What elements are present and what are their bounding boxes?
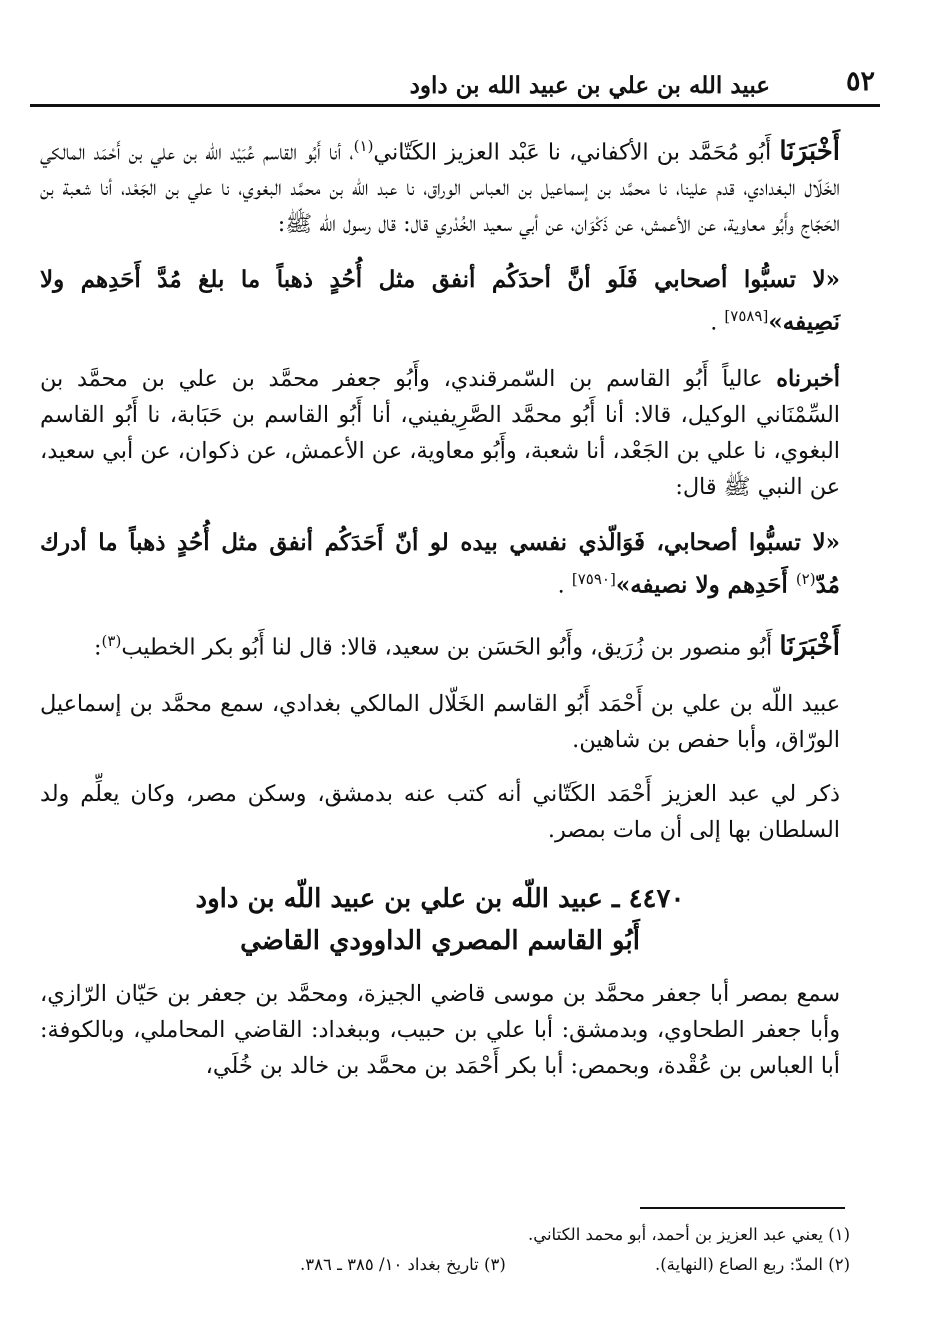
paragraph-text: ، أنا أَبُو القاسم عُبَيْد اللّه بن علي بن أَحْمَد المالكي الخَلّال البغدادي، قدم علينا، نا محمَّد بن إسماعيل بن العباس الوراق، نا عبد اللّه بن محمَّد البغوي، نا علي بن الجَعْد، أنا شعبة بن الحَجّاج وأَبُو معاوية، عن الأعمش، عن ذَكْوَان، عن أبي سعيد الخُدْري قال: قال رسول الله ﷺ: <box>40 139 840 238</box>
hadith-text: «لا تسبُّوا أصحابي فَلَو أنَّ أحدَكُم أنفق مثل أُحُدٍ ذهباً ما بلغ مُدَّ أَحَدِهم ولا نَصِيفه» <box>40 266 840 336</box>
entry-title-line-2: أَبُو القاسم المصري الداوودي القاضي <box>240 925 640 956</box>
footnote-ref[interactable]: (٢) <box>795 569 816 588</box>
paragraph-text: أَبُو مُحَمَّد بن الأكفاني، نا عَبْد العزيز الكَتّاني <box>373 139 780 166</box>
page-header <box>30 64 880 104</box>
footnote-ref[interactable]: (٣) <box>101 632 122 651</box>
entry-heading <box>40 878 840 962</box>
paragraph-text: أَبُو منصور بن زُرَيق، وأَبُو الحَسَن بن سعيد، قالا: قال لنا أَبُو بكر الخطيب <box>121 634 780 661</box>
paragraph-1 <box>40 128 840 242</box>
hadith-tail: . <box>710 309 718 336</box>
footnote-3: (٣) تاريخ بغداد ١٠/ ٣٨٥ ـ ٣٨٦. <box>300 1255 506 1274</box>
footnote-2: (٢) المدّ: ربع الصاع (النهاية). <box>654 1255 850 1274</box>
paragraph-text: عبيد اللّه بن علي بن أَحْمَد أَبُو القاسم الخَلّال المالكي بغدادي، سمع محمَّد بن إسماعيل الورّاق، وأبا حفص بن شاهين. <box>40 690 840 753</box>
footnote-1: (١) يعني عبد العزيز بن أحمد، أبو محمد الكتاني. <box>527 1225 850 1244</box>
paragraph-text: سمع بمصر أبا جعفر محمَّد بن موسى قاضي الجيزة، ومحمَّد بن جعفر بن حَيّان الرّازي، وأبا جعفر الطحاوي، وبدمشق: أبا علي بن حبيب، وببغداد: القاضي المحاملي، وبالكوفة: أبا العباس بن عُقْدة، وبحمص: أبا بكر أَحْمَد بن محمَّد بن خالد بن خُلَي، <box>40 980 840 1079</box>
footnote-ref[interactable]: (١) <box>353 137 374 155</box>
paragraph-text: : <box>94 634 102 661</box>
paragraph-opener: أَخْبَرَنَا <box>779 136 840 167</box>
hadith-2 <box>40 525 840 603</box>
footnotes <box>150 1220 850 1280</box>
hadith-tail: . <box>557 572 565 599</box>
paragraph-2 <box>40 361 840 505</box>
paragraph-text: عالياً أَبُو القاسم بن السّمرقندي، وأَبُو جعفر محمَّد بن علي بن محمَّد بن السِّمْنَاني الوكيل، قالا: أنا أَبُو محمَّد الصَّرِيفيني، أنا أَبُو القاسم بن حَبَابة، نا أَبُو القاسم البغوي، نا علي بن الجَعْد، أنا شعبة، وأَبُو معاوية، عن الأعمش، عن ذكوان، عن أبي سعيد، عن النبي ﷺ قال: <box>40 365 840 500</box>
footnote-divider <box>640 1207 845 1209</box>
entry-paragraph <box>40 976 840 1084</box>
paragraph-4 <box>40 686 840 758</box>
footnote-row <box>150 1250 850 1280</box>
hadith-number: [٧٥٩٠] <box>571 569 616 588</box>
paragraph-5 <box>40 776 840 848</box>
running-title: عبيد الله بن علي بن عبيد الله بن داود <box>409 72 770 99</box>
hadith-text: أَحَدِهم ولا نصيفه» <box>615 571 796 599</box>
hadith-1 <box>40 262 840 340</box>
main-text <box>40 128 840 1104</box>
hadith-number: [٧٥٨٩] <box>724 307 769 326</box>
header-divider <box>30 104 880 107</box>
page-number: ٥٢ <box>845 66 875 97</box>
paragraph-opener: أَخْبَرَنَا <box>779 631 840 662</box>
paragraph-opener: أخبرناه <box>776 365 840 392</box>
entry-title-line-1: ٤٤٧٠ ـ عبيد اللّه بن علي بن عبيد اللّه بن داود <box>195 883 685 914</box>
paragraph-text: ذكر لي عبد العزيز أَحْمَد الكَتّاني أنه كتب عنه بدمشق، وسكن مصر، وكان يعلِّم ولد السلطان بها إلى أن مات بمصر. <box>40 780 840 843</box>
paragraph-3 <box>40 623 840 665</box>
hadith-text: «لا تسبُّوا أصحابي، فَوَالّذي نفسي بيده لو أنّ أَحَدَكُم أنفق مثل أُحُدٍ ذهباً ما أدرك مُدّ <box>40 528 840 599</box>
